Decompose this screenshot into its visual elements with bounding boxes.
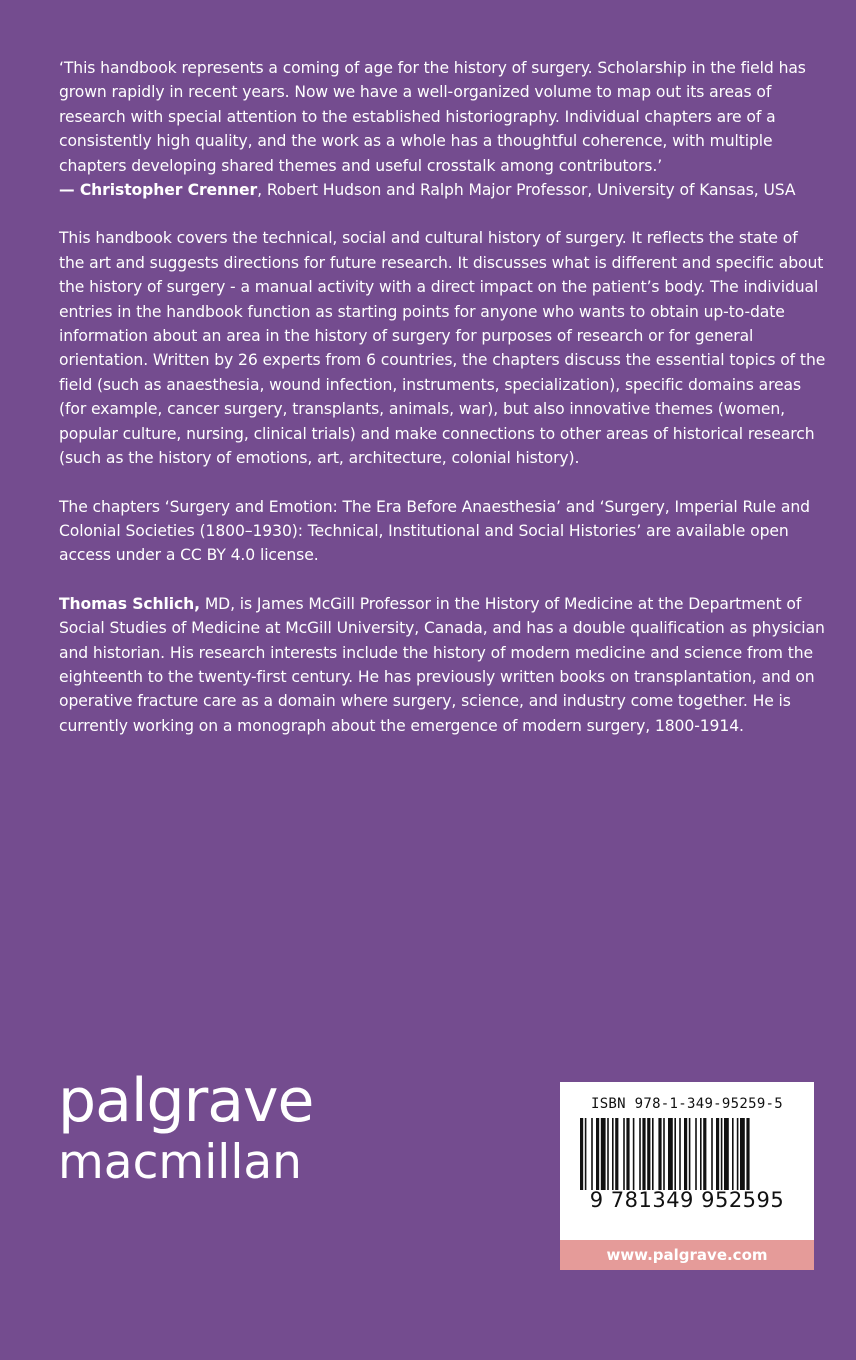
barcode-bar	[596, 1118, 599, 1190]
barcode-bar	[623, 1118, 625, 1190]
barcode-bar	[689, 1118, 691, 1190]
barcode-bar	[639, 1118, 641, 1190]
publisher-url: www.palgrave.com	[560, 1240, 814, 1270]
barcode-bar	[591, 1118, 593, 1190]
barcode-bar	[700, 1118, 702, 1190]
barcode-bar	[721, 1118, 723, 1190]
barcode-bar	[711, 1118, 713, 1190]
quote-text: ‘This handbook represents a coming of age for the history of surgery. Scholarship in the field has grown rapidly in recent years. Now we have a well-organized volume to map out its areas of research with special attention to the established historiography. Individual chapters are of a consistently high quality, and the work as a whole has a thoughtful coherence, with multiple chapters developing shared themes and useful crosstalk among contributors.’	[59, 59, 806, 175]
barcode-bar	[612, 1118, 614, 1190]
barcode-bar	[703, 1118, 706, 1190]
back-cover-text	[59, 56, 827, 738]
endorsement-quote	[59, 56, 827, 202]
barcode-bar	[737, 1118, 739, 1190]
barcode-bar	[668, 1118, 673, 1190]
quote-dash: —	[59, 181, 80, 200]
quote-author: Christopher Crenner	[79, 181, 258, 200]
barcode-bar	[724, 1118, 729, 1190]
barcode-bar	[746, 1118, 749, 1190]
barcode-bar	[642, 1118, 645, 1190]
barcode-bar	[684, 1118, 687, 1190]
barcode-bar	[652, 1118, 654, 1190]
isbn-label: ISBN 978-1-349-95259-5	[590, 1096, 784, 1112]
open-access-note: The chapters ‘Surgery and Emotion: The Era Before Anaesthesia’ and ‘Surgery, Imperial Rule and Colonial Societies (1800–1930): Technical, Institutional and Social Histories’ are available open access under a CC BY 4.0 license.	[59, 497, 810, 565]
book-description: This handbook covers the technical, social and cultural history of surgery. It reflects the state of the art and suggests directions for future research. It discusses what is different and specific about the history of surgery - a manual activity with a direct impact on the patient’s body. The individual entries in the handbook function as starting points for anyone who wants to obtain up-to-date information about an area in the history of surgery for purposes of research or for general orientation. Written by 26 experts from 6 countries, the chapters discuss the essential topics of the field (such as anaesthesia, wound infection, instruments, specialization), specific domains areas (for example, cancer surgery, transplants, animals, war), but also innovative themes (women, popular culture, nursing, clinical trials) and make connections to other areas of historical research (such as the history of emotions, art, architecture, colonial history).	[59, 229, 826, 468]
barcode-bar	[695, 1118, 697, 1190]
logo-line-1: palgrave	[58, 1066, 314, 1136]
barcode-bar	[633, 1118, 635, 1190]
barcode-bar	[716, 1118, 719, 1190]
barcode-bar	[626, 1118, 629, 1190]
ean-digits: 9 781349 952595	[589, 1188, 785, 1212]
barcode-bar	[647, 1118, 650, 1190]
barcode-bar	[732, 1118, 734, 1190]
barcode-icon	[576, 1118, 798, 1190]
author-name: Thomas Schlich,	[59, 594, 200, 613]
author-bio-text: MD, is James McGill Professor in the History of Medicine at the Department of Social Studies of Medicine at McGill University, Canada, and has a double qualification as physician and historian. His research interests include the history of modern medicine and science from the eighteenth to the twenty-first century. He has previously written books on transplantation, and on operative fracture care as a domain where surgery, science, and industry come together. He is currently working on a monograph about the emergence of modern surgery, 1800-1914.	[59, 594, 825, 735]
barcode-bar	[601, 1118, 606, 1190]
barcode-bar	[674, 1118, 676, 1190]
barcode-bar	[615, 1118, 618, 1190]
author-bio	[59, 592, 827, 738]
logo-line-2: macmillan	[58, 1135, 302, 1190]
barcode-bar	[580, 1118, 583, 1190]
publisher-logo	[58, 1068, 313, 1188]
barcode-bar	[663, 1118, 665, 1190]
barcode-bar	[585, 1118, 587, 1190]
barcode-bar	[740, 1118, 745, 1190]
barcode-bar	[679, 1118, 681, 1190]
barcode-bar	[607, 1118, 609, 1190]
barcode-bar	[658, 1118, 661, 1190]
quote-affiliation: , Robert Hudson and Ralph Major Professor, University of Kansas, USA	[257, 181, 796, 200]
